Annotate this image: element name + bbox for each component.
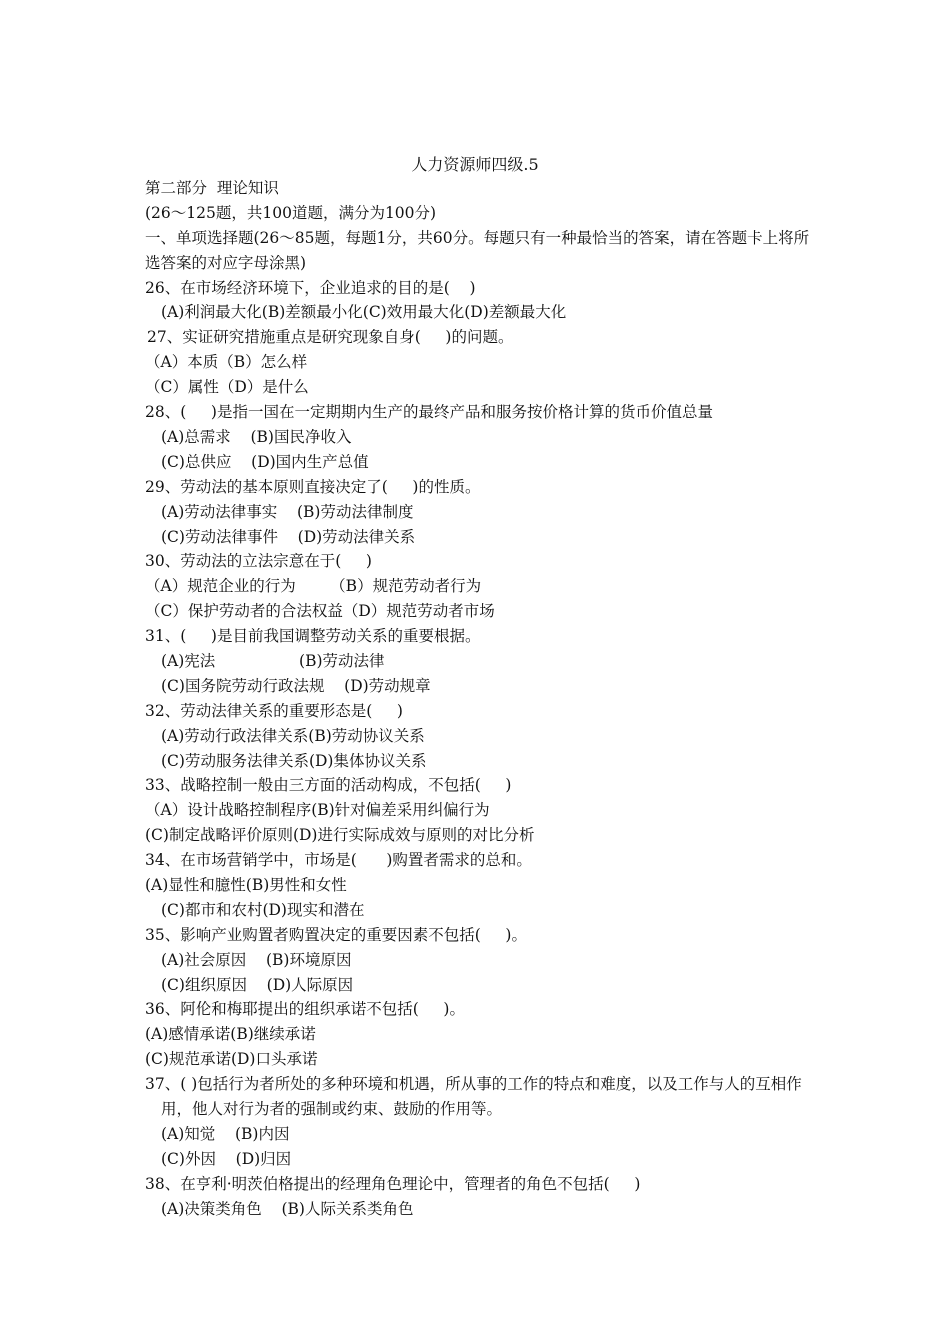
question-type-instruction: 一、单项选择题(26～85题，每题1分，共60分。每题只有一种最恰当的答案，请在答题卡上将所选答案的对应字母涂黑) [145, 228, 810, 272]
section-heading: 第二部分 理论知识 [145, 179, 279, 197]
question-30-options-2: （C）保护劳动者的合法权益（D）规范劳动者市场 [145, 602, 495, 621]
question-28: 28、( )是指一国在一定期期内生产的最终产品和服务按价格计算的货币价值总量 [145, 403, 713, 422]
question-29-options-1: (A)劳动法律事实 (B)劳动法律制度 [161, 502, 414, 521]
section-note: (26～125题，共100道题，满分为100分) [145, 203, 437, 222]
question-26-options: (A)利润最大化(B)差额最小化(C)效用最大化(D)差额最大化 [161, 303, 567, 322]
question-34: 34、在市场营销学中，市场是( )购置者需求的总和。 [145, 851, 532, 870]
question-27-options-1: （A）本质（B）怎么样 [145, 353, 308, 372]
question-37: 37、( )包括行为者所处的多种环境和机遇，所从事的工作的特点和难度，以及工作与人的互相作用，他人对行为者的强制或约束、鼓励的作用等。 [145, 1075, 802, 1118]
question-38: 38、在亨利·明茨伯格提出的经理角色理论中，管理者的角色不包括( ) [145, 1174, 641, 1193]
question-35-options-2: (C)组织原因 (D)人际原因 [161, 975, 354, 994]
question-30: 30、劳动法的立法宗意在于( ) [145, 552, 372, 571]
question-31: 31、( )是目前我国调整劳动关系的重要根据。 [145, 627, 481, 646]
document-body [145, 176, 815, 1221]
question-27-options-2: （C）属性（D）是什么 [145, 378, 309, 397]
question-28-options-2: (C)总供应 (D)国内生产总值 [161, 452, 369, 471]
document-title: 人力资源师四级.5 [411, 155, 539, 174]
question-38-options-1: (A)决策类角色 (B)人际关系类角色 [161, 1199, 414, 1218]
question-34-options-2: (C)都市和农村(D)现实和潜在 [161, 900, 365, 919]
question-27: 27、实证研究措施重点是研究现象自身( )的问题。 [147, 328, 514, 347]
question-36-options-1: (A)感情承诺(B)继续承诺 [145, 1025, 316, 1044]
question-33: 33、战略控制一般由三方面的活动构成，不包括( ) [145, 776, 512, 795]
question-32-options-1: (A)劳动行政法律关系(B)劳动协议关系 [161, 726, 425, 745]
question-31-options-2: (C)国务院劳动行政法规 (D)劳动规章 [161, 676, 431, 695]
question-30-options-1: （A）规范企业的行为 （B）规范劳动者行为 [145, 577, 482, 596]
question-36-options-2: (C)规范承诺(D)口头承诺 [145, 1050, 318, 1069]
question-34-options-1: (A)显性和臆性(B)男性和女性 [145, 875, 347, 894]
question-35: 35、影响产业购置者购置决定的重要因素不包括( )。 [145, 925, 527, 944]
question-33-options-2: (C)制定战略评价原则(D)进行实际成效与原则的对比分析 [145, 826, 535, 845]
question-28-options-1: (A)总需求 (B)国民净收入 [161, 427, 352, 446]
question-26: 26、在市场经济环境下，企业追求的目的是( ) [145, 278, 476, 297]
question-29-options-2: (C)劳动法律事件 (D)劳动法律关系 [161, 527, 416, 546]
question-36: 36、阿伦和梅耶提出的组织承诺不包括( )。 [145, 1000, 465, 1019]
question-29: 29、劳动法的基本原则直接决定了( )的性质。 [145, 477, 481, 496]
question-37-options-2: (C)外因 (D)归因 [161, 1149, 292, 1168]
question-31-options-1: (A)宪法 (B)劳动法律 [161, 651, 385, 670]
question-37-options-1: (A)知觉 (B)内因 [161, 1124, 290, 1143]
question-35-options-1: (A)社会原因 (B)环境原因 [161, 950, 352, 969]
question-33-options-1: （A）设计战略控制程序(B)针对偏差采用纠偏行为 [145, 801, 490, 820]
question-32-options-2: (C)劳动服务法律关系(D)集体协议关系 [161, 751, 427, 770]
question-32: 32、劳动法律关系的重要形态是( ) [145, 701, 403, 720]
